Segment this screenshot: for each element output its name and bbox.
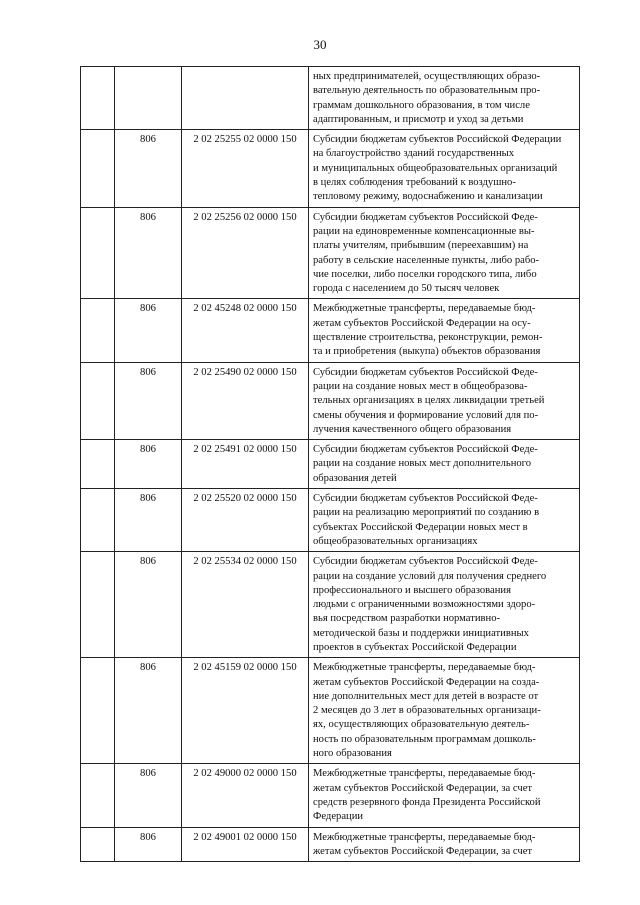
admin-code-cell: 806 xyxy=(115,440,182,489)
description-line: адаптированным, и присмотр и уход за детьми xyxy=(313,113,524,125)
row-index-cell xyxy=(81,658,115,764)
description-line: общеобразовательных организациях xyxy=(313,535,478,547)
table-row xyxy=(81,827,580,862)
admin-code-cell: 806 xyxy=(115,658,182,764)
description-line: смены обучения и формирование условий для по- xyxy=(313,409,539,421)
table-row xyxy=(81,658,580,764)
description-line: города с населением до 50 тысяч человек xyxy=(313,283,500,295)
description-line: жетам субъектов Российской Федерации, за счет xyxy=(313,845,533,857)
description-line: ние дополнительных мест для детей в возрасте от xyxy=(313,690,539,702)
admin-code-cell: 806 xyxy=(115,362,182,439)
description-line: граммам дошкольного образования, в том числе xyxy=(313,99,530,111)
description-line: чие поселки, либо поселки городского типа, либо xyxy=(313,268,537,280)
description-line: Межбюджетные трансферты, передаваемые бюд- xyxy=(313,662,536,674)
description-line: ного образования xyxy=(313,748,392,760)
description-line: на благоустройство зданий государственных xyxy=(313,148,515,160)
row-index-cell xyxy=(81,440,115,489)
table-body xyxy=(81,67,580,862)
description-cell xyxy=(309,67,580,130)
budget-code-cell: 2 02 25491 02 0000 150 xyxy=(182,440,309,489)
row-index-cell xyxy=(81,764,115,827)
budget-code-cell: 2 02 25490 02 0000 150 xyxy=(182,362,309,439)
description-cell xyxy=(309,764,580,827)
admin-code-cell: 806 xyxy=(115,764,182,827)
description-line: лучения качественного общего образования xyxy=(313,423,512,435)
row-index-cell xyxy=(81,67,115,130)
row-index-cell xyxy=(81,489,115,552)
description-line: вья посредством разработки нормативно- xyxy=(313,613,501,625)
description-line: рации на реализацию мероприятий по созданию в xyxy=(313,507,540,519)
description-line: рации на создание новых мест в общеобразова- xyxy=(313,380,528,392)
description-line: и муниципальных общеобразовательных организаций xyxy=(313,162,558,174)
description-line: рации на единовременные компенсационные вы- xyxy=(313,225,535,237)
description-line: Межбюджетные трансферты, передаваемые бюд- xyxy=(313,768,536,780)
description-line: Субсидии бюджетам субъектов Российской Феде- xyxy=(313,444,538,456)
description-line: Федерации xyxy=(313,811,364,823)
budget-code-cell: 2 02 25534 02 0000 150 xyxy=(182,552,309,658)
row-index-cell xyxy=(81,362,115,439)
description-line: ществление строительства, реконструкции, ремон- xyxy=(313,332,543,344)
description-cell xyxy=(309,827,580,862)
description-line: вательную деятельность по образовательным про- xyxy=(313,85,541,97)
description-cell xyxy=(309,489,580,552)
description-cell xyxy=(309,362,580,439)
description-line: профессионального и высшего образования xyxy=(313,584,511,596)
admin-code-cell: 806 xyxy=(115,207,182,299)
description-line: платы учителям, прибывшим (переехавшим) на xyxy=(313,240,529,252)
description-line: Межбюджетные трансферты, передаваемые бюд- xyxy=(313,831,536,843)
budget-code-cell: 2 02 49000 02 0000 150 xyxy=(182,764,309,827)
description-line: Субсидии бюджетам субъектов Российской Феде- xyxy=(313,366,538,378)
description-cell xyxy=(309,658,580,764)
budget-code-cell: 2 02 25520 02 0000 150 xyxy=(182,489,309,552)
description-line: Субсидии бюджетам субъектов Российской Феде- xyxy=(313,556,538,568)
admin-code-cell: 806 xyxy=(115,299,182,362)
table-row xyxy=(81,130,580,207)
budget-code-cell: 2 02 25256 02 0000 150 xyxy=(182,207,309,299)
description-line: Межбюджетные трансферты, передаваемые бюд- xyxy=(313,303,536,315)
page-number: 30 xyxy=(313,37,327,52)
description-line: проектов в субъектах Российской Федерации xyxy=(313,641,517,653)
row-index-cell xyxy=(81,207,115,299)
description-cell xyxy=(309,299,580,362)
description-line: в целях соблюдения требований к воздушно- xyxy=(313,177,516,189)
table-row xyxy=(81,67,580,130)
description-line: Субсидии бюджетам субъектов Российской Феде- xyxy=(313,211,538,223)
admin-code-cell: 806 xyxy=(115,827,182,862)
description-line: средств резервного фонда Президента Российской xyxy=(313,796,541,808)
description-line: та и приобретения (выкупа) объектов образования xyxy=(313,346,541,358)
description-line: методической базы и поддержки инициативных xyxy=(313,627,529,639)
budget-code-cell: 2 02 49001 02 0000 150 xyxy=(182,827,309,862)
description-line: образования детей xyxy=(313,472,397,484)
table-row xyxy=(81,362,580,439)
description-line: Субсидии бюджетам субъектов Российской Феде- xyxy=(313,493,538,505)
admin-code-cell: 806 xyxy=(115,130,182,207)
table-row xyxy=(81,440,580,489)
description-line: рации на создание условий для получения среднего xyxy=(313,570,547,582)
description-line: ность по образовательным программам дошколь- xyxy=(313,733,536,745)
description-line: ях, осуществляющих образовательную деятель- xyxy=(313,719,530,731)
description-line: жетам субъектов Российской Федерации на осу- xyxy=(313,317,531,329)
row-index-cell xyxy=(81,299,115,362)
description-line: рации на создание новых мест дополнительного xyxy=(313,458,532,470)
description-line: жетам субъектов Российской Федерации, за счет xyxy=(313,782,533,794)
description-line: Субсидии бюджетам субъектов Российской Федерации xyxy=(313,134,562,146)
budget-code-cell xyxy=(182,67,309,130)
description-line: работу в сельские населенные пункты, либо рабо- xyxy=(313,254,540,266)
description-line: субъектах Российской Федерации новых мест в xyxy=(313,521,528,533)
budget-classification-table xyxy=(80,66,580,862)
description-cell xyxy=(309,552,580,658)
row-index-cell xyxy=(81,130,115,207)
description-line: тельных организациях в целях ликвидации третьей xyxy=(313,395,545,407)
admin-code-cell xyxy=(115,67,182,130)
table-row xyxy=(81,764,580,827)
budget-code-cell: 2 02 45159 02 0000 150 xyxy=(182,658,309,764)
description-cell xyxy=(309,130,580,207)
description-line: тепловому режиму, водоснабжению и канализации xyxy=(313,191,543,203)
row-index-cell xyxy=(81,552,115,658)
table-row xyxy=(81,552,580,658)
description-cell xyxy=(309,440,580,489)
description-cell xyxy=(309,207,580,299)
description-line: ных предпринимателей, осуществляющих образо- xyxy=(313,71,541,82)
table-row xyxy=(81,207,580,299)
table-row xyxy=(81,299,580,362)
description-line: жетам субъектов Российской Федерации на созда- xyxy=(313,676,540,688)
row-index-cell xyxy=(81,827,115,862)
budget-code-cell: 2 02 25255 02 0000 150 xyxy=(182,130,309,207)
admin-code-cell: 806 xyxy=(115,489,182,552)
table-row xyxy=(81,489,580,552)
budget-code-cell: 2 02 45248 02 0000 150 xyxy=(182,299,309,362)
admin-code-cell: 806 xyxy=(115,552,182,658)
description-line: людьми с ограниченными возможностями здоро- xyxy=(313,599,536,611)
description-line: 2 месяцев до 3 лет в образовательных организаци- xyxy=(313,705,541,717)
